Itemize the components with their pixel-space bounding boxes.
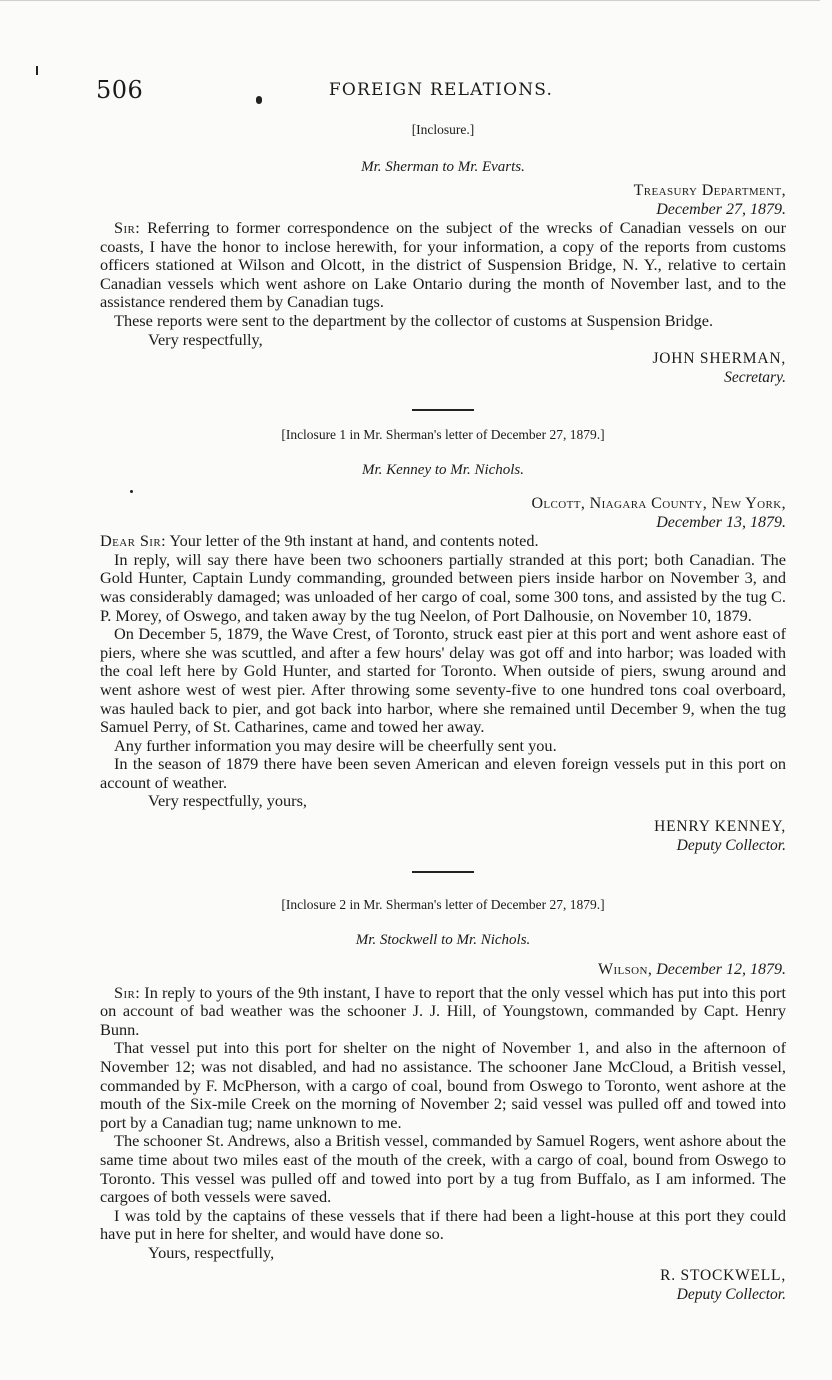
- inclosure-label: [Inclosure 2 in Mr. Sherman's letter of December 27, 1879.]: [281, 897, 605, 913]
- letter-paragraph: I was told by the captains of these vessels that if there had been a light-house at this port they could have put in here for shelter, and would have done so.: [100, 1205, 786, 1244]
- letter-heading: Mr. Sherman to Mr. Evarts.: [361, 159, 525, 175]
- letter-sherman: [100, 120, 786, 387]
- letter-date: December 27, 1879.: [656, 200, 786, 218]
- letter-date: December 13, 1879.: [656, 513, 786, 531]
- margin-speck: [36, 66, 38, 75]
- signature-title: Deputy Collector.: [676, 837, 786, 855]
- letter-paragraph: In the season of 1879 there have been seven American and eleven foreign vessels put in this port on account of weather.: [100, 754, 786, 792]
- letter-paragraph: Dear Sir: Your letter of the 9th instant at hand, and contents noted.: [100, 531, 539, 551]
- signature-name: HENRY KENNEY,: [654, 818, 786, 836]
- signature-name: R. STOCKWELL,: [660, 1267, 786, 1285]
- letter-heading: Mr. Kenney to Mr. Nichols.: [361, 462, 525, 479]
- letter-paragraph: That vessel put into this port for shelter on the night of November 1, and also in the afternoon of November 12; was not disabled, and had no assistance. The schooner Jane McCloud, a British vessel, commanded by F. McPherson, with a cargo of coal, bound from Oswego to Toronto, went ashore at the mouth of the Six-mile Creek on the morning of November 2; said vessel was pulled off and towed into port by a Canadian tug; name unknown to me.: [100, 1038, 786, 1132]
- letter-paragraph: Any further information you may desire will be cheerfully sent you.: [114, 735, 557, 755]
- running-title: FOREIGN RELATIONS.: [328, 80, 554, 100]
- salutation: Sir:: [114, 218, 141, 237]
- letter-stockwell: [100, 895, 786, 1304]
- letter-paragraph: Sir: Referring to former correspondence on the subject of the wrecks of Canadian vessels on our coasts, I have the honor to inclose herewith, for your information, a copy of the reports from customs officers stationed at Wilson and Olcott, in the district of Suspension Bridge, N. Y., relative to certain Canadian vessels which went ashore on Lake Ontario during the month of November last, and to the assistance rendered them by Canadian tugs.: [100, 218, 786, 312]
- inclosure-label: [Inclosure 1 in Mr. Sherman's letter of December 27, 1879.]: [281, 427, 605, 443]
- closing: Very respectfully, yours,: [148, 791, 307, 811]
- salutation: Sir:: [114, 982, 141, 1002]
- closing: Yours, respectfully,: [148, 1242, 275, 1262]
- page-header: [96, 76, 786, 110]
- letter-paragraph: In reply, will say there have been two schooners partially stranded at this port; both Canadian. The Gold Hunter, Captain Lundy commanding, grounded between piers inside harbor on November 3, and was considerably damaged; was unloaded of her cargo of coal, some 300 tons, and assisted by the tug C. P. Morey, of Oswego, and taken away by the tug Neelon, of Port Dalhousie, on November 10, 1879.: [100, 549, 786, 625]
- signature-title: Deputy Collector.: [676, 1286, 786, 1304]
- letter-place: Olcott, Niagara County, New York,: [531, 495, 786, 513]
- document-body: [100, 120, 786, 1304]
- page-number: 506: [96, 76, 144, 104]
- letter-paragraph: These reports were sent to the department by the collector of customs at Suspension Bridge.: [114, 310, 714, 330]
- letter-paragraph: The schooner St. Andrews, also a British vessel, commanded by Samuel Rogers, went ashore about the same time about two miles east of the mouth of the creek, with a cargo of coal, bound from Oswego to Toronto. This vessel was pulled off and towed into port by a tug from Buffalo, as I am informed. The cargoes of both vessels were saved.: [100, 1131, 786, 1207]
- page-edge-line: [0, 0, 820, 1]
- letter-place: Treasury Department,: [633, 182, 786, 199]
- inclosure-label: [Inclosure.]: [411, 122, 475, 137]
- closing: Very respectfully,: [148, 329, 263, 349]
- letter-date: December 12, 1879.: [656, 961, 786, 979]
- signature-name: JOHN SHERMAN,: [652, 350, 786, 368]
- letter-kenney: [100, 425, 786, 855]
- letter-place: Wilson,: [597, 961, 653, 979]
- signature-title: Secretary.: [724, 369, 786, 387]
- letter-heading: Mr. Stockwell to Mr. Nichols.: [355, 932, 531, 949]
- letter-paragraph: On December 5, 1879, the Wave Crest, of Toronto, struck east pier at this port and went ashore east of piers, where she was scuttled, and after a few hours' delay was got off and into harbor; was loaded with the coal left here by Gold Hunter, and started for Toronto. When outside of piers, swung around and went ashore west of west pier. After throwing some seventy-five to one hundred tons coal overboard, was hauled back to pier, and got back into harbor, where she remained until December 9, when the tug Samuel Perry, of St. Catharines, came and towed her away.: [100, 624, 786, 737]
- letter-paragraph: Sir: In reply to yours of the 9th instant, I have to report that the only vessel which has put into this port on account of bad weather was the schooner J. J. Hill, of Youngstown, commanded by Capt. Henry Bunn.: [100, 982, 787, 1039]
- salutation: Dear Sir:: [100, 531, 167, 551]
